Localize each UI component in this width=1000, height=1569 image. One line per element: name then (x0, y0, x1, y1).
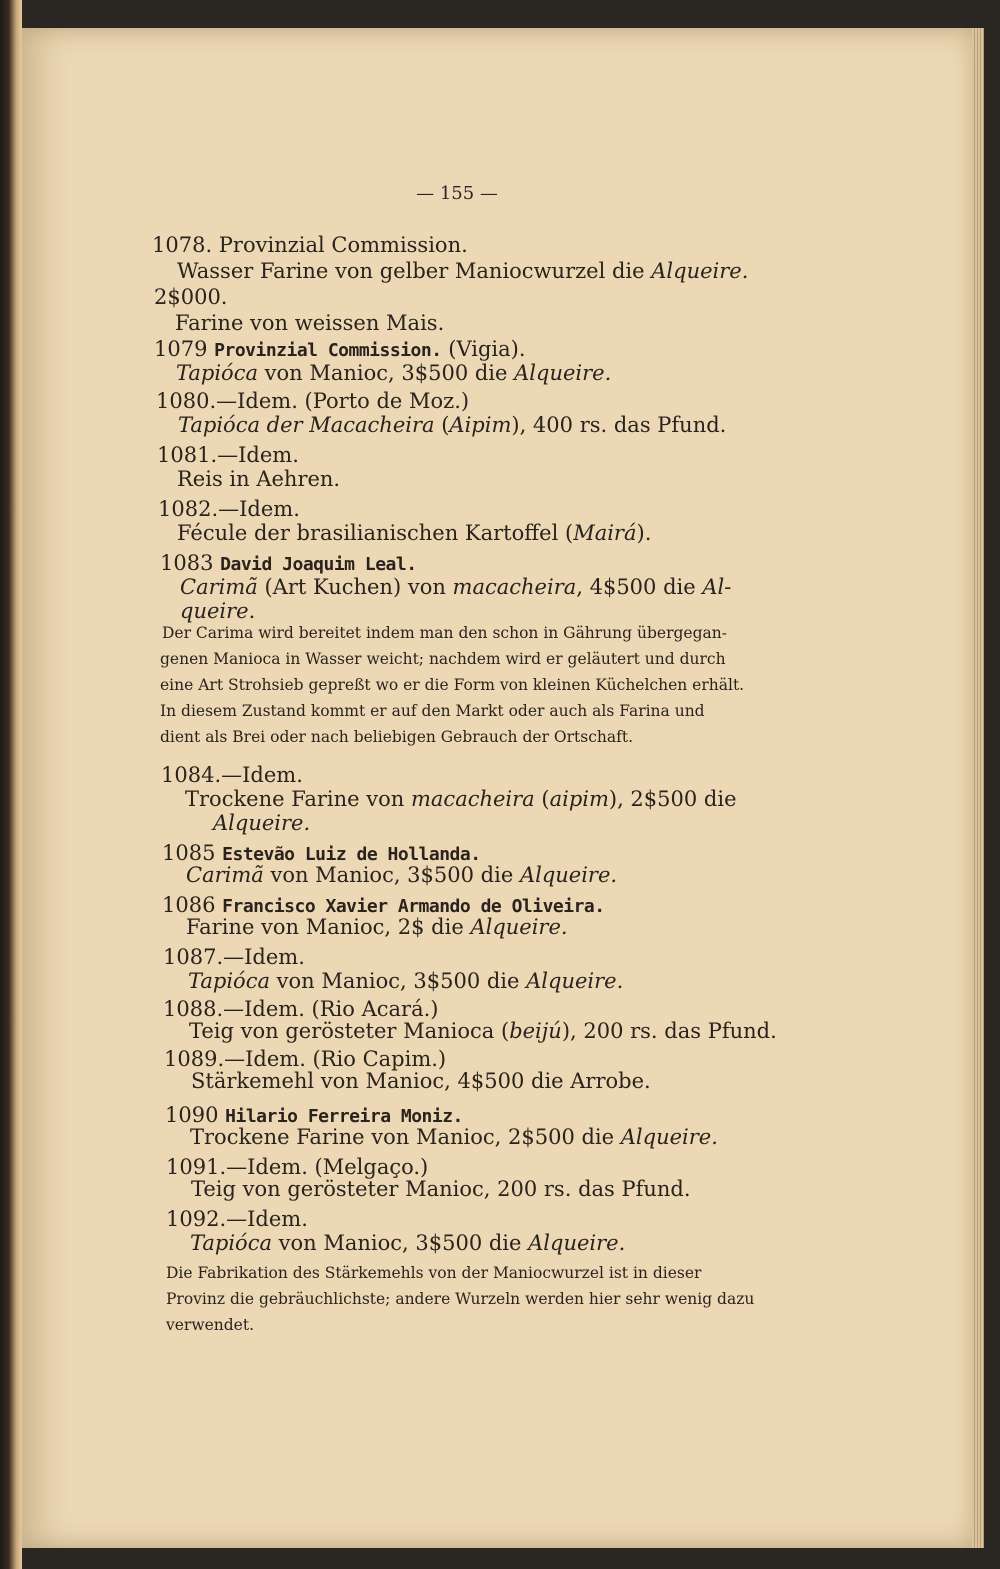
entry-1090-description: Trockene Farine von Manioc, 2$500 die Alqueire. (190, 1125, 718, 1149)
note-line: Provinz die gebräuchlichste; andere Wurzeln werden hier sehr wenig dazu (166, 1290, 755, 1308)
entry-1080-description: Tapióca der Macacheira (Aipim), 400 rs. das Pfund. (178, 413, 727, 437)
entry-1084-heading: 1084.—Idem. (161, 763, 303, 787)
entry-1092-description: Tapióca von Manioc, 3$500 die Alqueire. (190, 1231, 626, 1255)
entry-1092-heading: 1092.—Idem. (166, 1207, 308, 1231)
italic-term: Alqueire. (470, 915, 568, 939)
entry-number: 1085 (162, 841, 216, 865)
note-line: eine Art Strohsieb gepreßt wo er die Form von kleinen Küchelchen erhält. (160, 676, 745, 694)
italic-term: Al- (702, 575, 732, 599)
italic-term: Aipim (449, 413, 512, 437)
note-line: Der Carima wird bereitet indem man den schon in Gährung übergegan- (162, 624, 727, 642)
note-line: verwendet. (166, 1316, 255, 1334)
entry-number: 1090 (165, 1103, 219, 1127)
italic-term: Alqueire. (519, 863, 618, 887)
entry-1091-description: Teig von gerösteter Manioc, 200 rs. das Pfund. (191, 1177, 691, 1201)
note-line: dient als Brei oder nach beliebigen Gebrauch der Ortschaft. (160, 728, 633, 746)
page-edges (972, 28, 984, 1548)
italic-term: Tapióca (190, 1231, 272, 1255)
entry-number: 1079 (154, 337, 208, 361)
entry-1078-line-4: Farine von weissen Mais. (175, 311, 445, 335)
entry-1091-heading: 1091.—Idem. (Melgaço.) (166, 1155, 429, 1179)
entry-place: (Vigia). (448, 337, 526, 361)
entry-number: 1083 (160, 551, 214, 575)
entry-1086-description: Farine von Manioc, 2$ die Alqueire. (186, 915, 568, 939)
entry-1083-description-cont: queire. (180, 599, 256, 623)
italic-term: beijú (509, 1019, 562, 1043)
entry-1082-heading: 1082.—Idem. (158, 497, 300, 521)
entry-1088-heading: 1088.—Idem. (Rio Acará.) (163, 997, 439, 1021)
italic-term: Tapióca der Macacheira (178, 413, 435, 437)
book-gutter (0, 0, 22, 1569)
entry-1078-heading: 1078. Provinzial Commission. (152, 233, 468, 257)
italic-term: Tapióca (176, 361, 258, 385)
note-line: Die Fabrikation des Stärkemehls von der Maniocwurzel ist in dieser (166, 1264, 702, 1282)
italic-term: Alqueire. (528, 1231, 626, 1255)
italic-term: Alqueire. (526, 969, 624, 993)
entry-1085-description: Carimã von Manioc, 3$500 die Alqueire. (186, 863, 618, 887)
exhibitor-name: Estevão Luiz de Hollanda. (222, 844, 481, 865)
entry-1082-description: Fécule der brasilianischen Kartoffel (Mairá). (177, 521, 652, 545)
entry-1089-description: Stärkemehl von Manioc, 4$500 die Arrobe. (191, 1069, 651, 1093)
exhibitor-name: Provinzial Commission. (214, 340, 442, 361)
italic-term: Carimã (186, 863, 264, 887)
entry-1087-description: Tapióca von Manioc, 3$500 die Alqueire. (188, 969, 624, 993)
italic-term: macacheira (452, 575, 577, 599)
italic-term: Carimã (180, 575, 258, 599)
entry-1080-heading: 1080.—Idem. (Porto de Moz.) (156, 389, 470, 413)
entry-1084-description: Trockene Farine von macacheira (aipim), 2$500 die (185, 787, 737, 811)
note-line: genen Manioca in Wasser weicht; nachdem wird er geläutert und durch (160, 650, 726, 668)
entry-1078-line-2: Wasser Farine von gelber Maniocwurzel die Alqueire. (177, 259, 749, 283)
entry-1088-description: Teig von gerösteter Manioca (beijú), 200 rs. das Pfund. (189, 1019, 777, 1043)
italic-term: macacheira (411, 787, 535, 811)
entry-1078-price: 2$000. (154, 285, 228, 309)
exhibitor-name: Francisco Xavier Armando de Oliveira. (222, 896, 605, 917)
entry-1084-description-cont: Alqueire. (213, 811, 311, 835)
entry-1089-heading: 1089.—Idem. (Rio Capim.) (164, 1047, 447, 1071)
entry-number: 1086 (162, 893, 216, 917)
page-number: — 155 — (416, 183, 498, 204)
italic-term: Alqueire. (620, 1125, 718, 1149)
italic-term: Tapióca (188, 969, 270, 993)
entry-1081-description: Reis in Aehren. (177, 467, 341, 491)
entry-1079-description: Tapióca von Manioc, 3$500 die Alqueire. (176, 361, 612, 385)
entry-1081-heading: 1081.—Idem. (157, 443, 299, 467)
italic-term: Mairá (573, 521, 637, 545)
note-line: In diesem Zustand kommt er auf den Markt oder auch als Farina und (160, 702, 705, 720)
exhibitor-name: Hilario Ferreira Moniz. (225, 1106, 463, 1127)
italic-term: Alqueire. (651, 259, 749, 283)
entry-1083-description: Carimã (Art Kuchen) von macacheira, 4$500 die Al- (180, 575, 732, 599)
italic-term: Alqueire. (514, 361, 612, 385)
exhibitor-name: David Joaquim Leal. (220, 554, 417, 575)
italic-term: aipim (549, 787, 609, 811)
entry-1087-heading: 1087.—Idem. (163, 945, 305, 969)
